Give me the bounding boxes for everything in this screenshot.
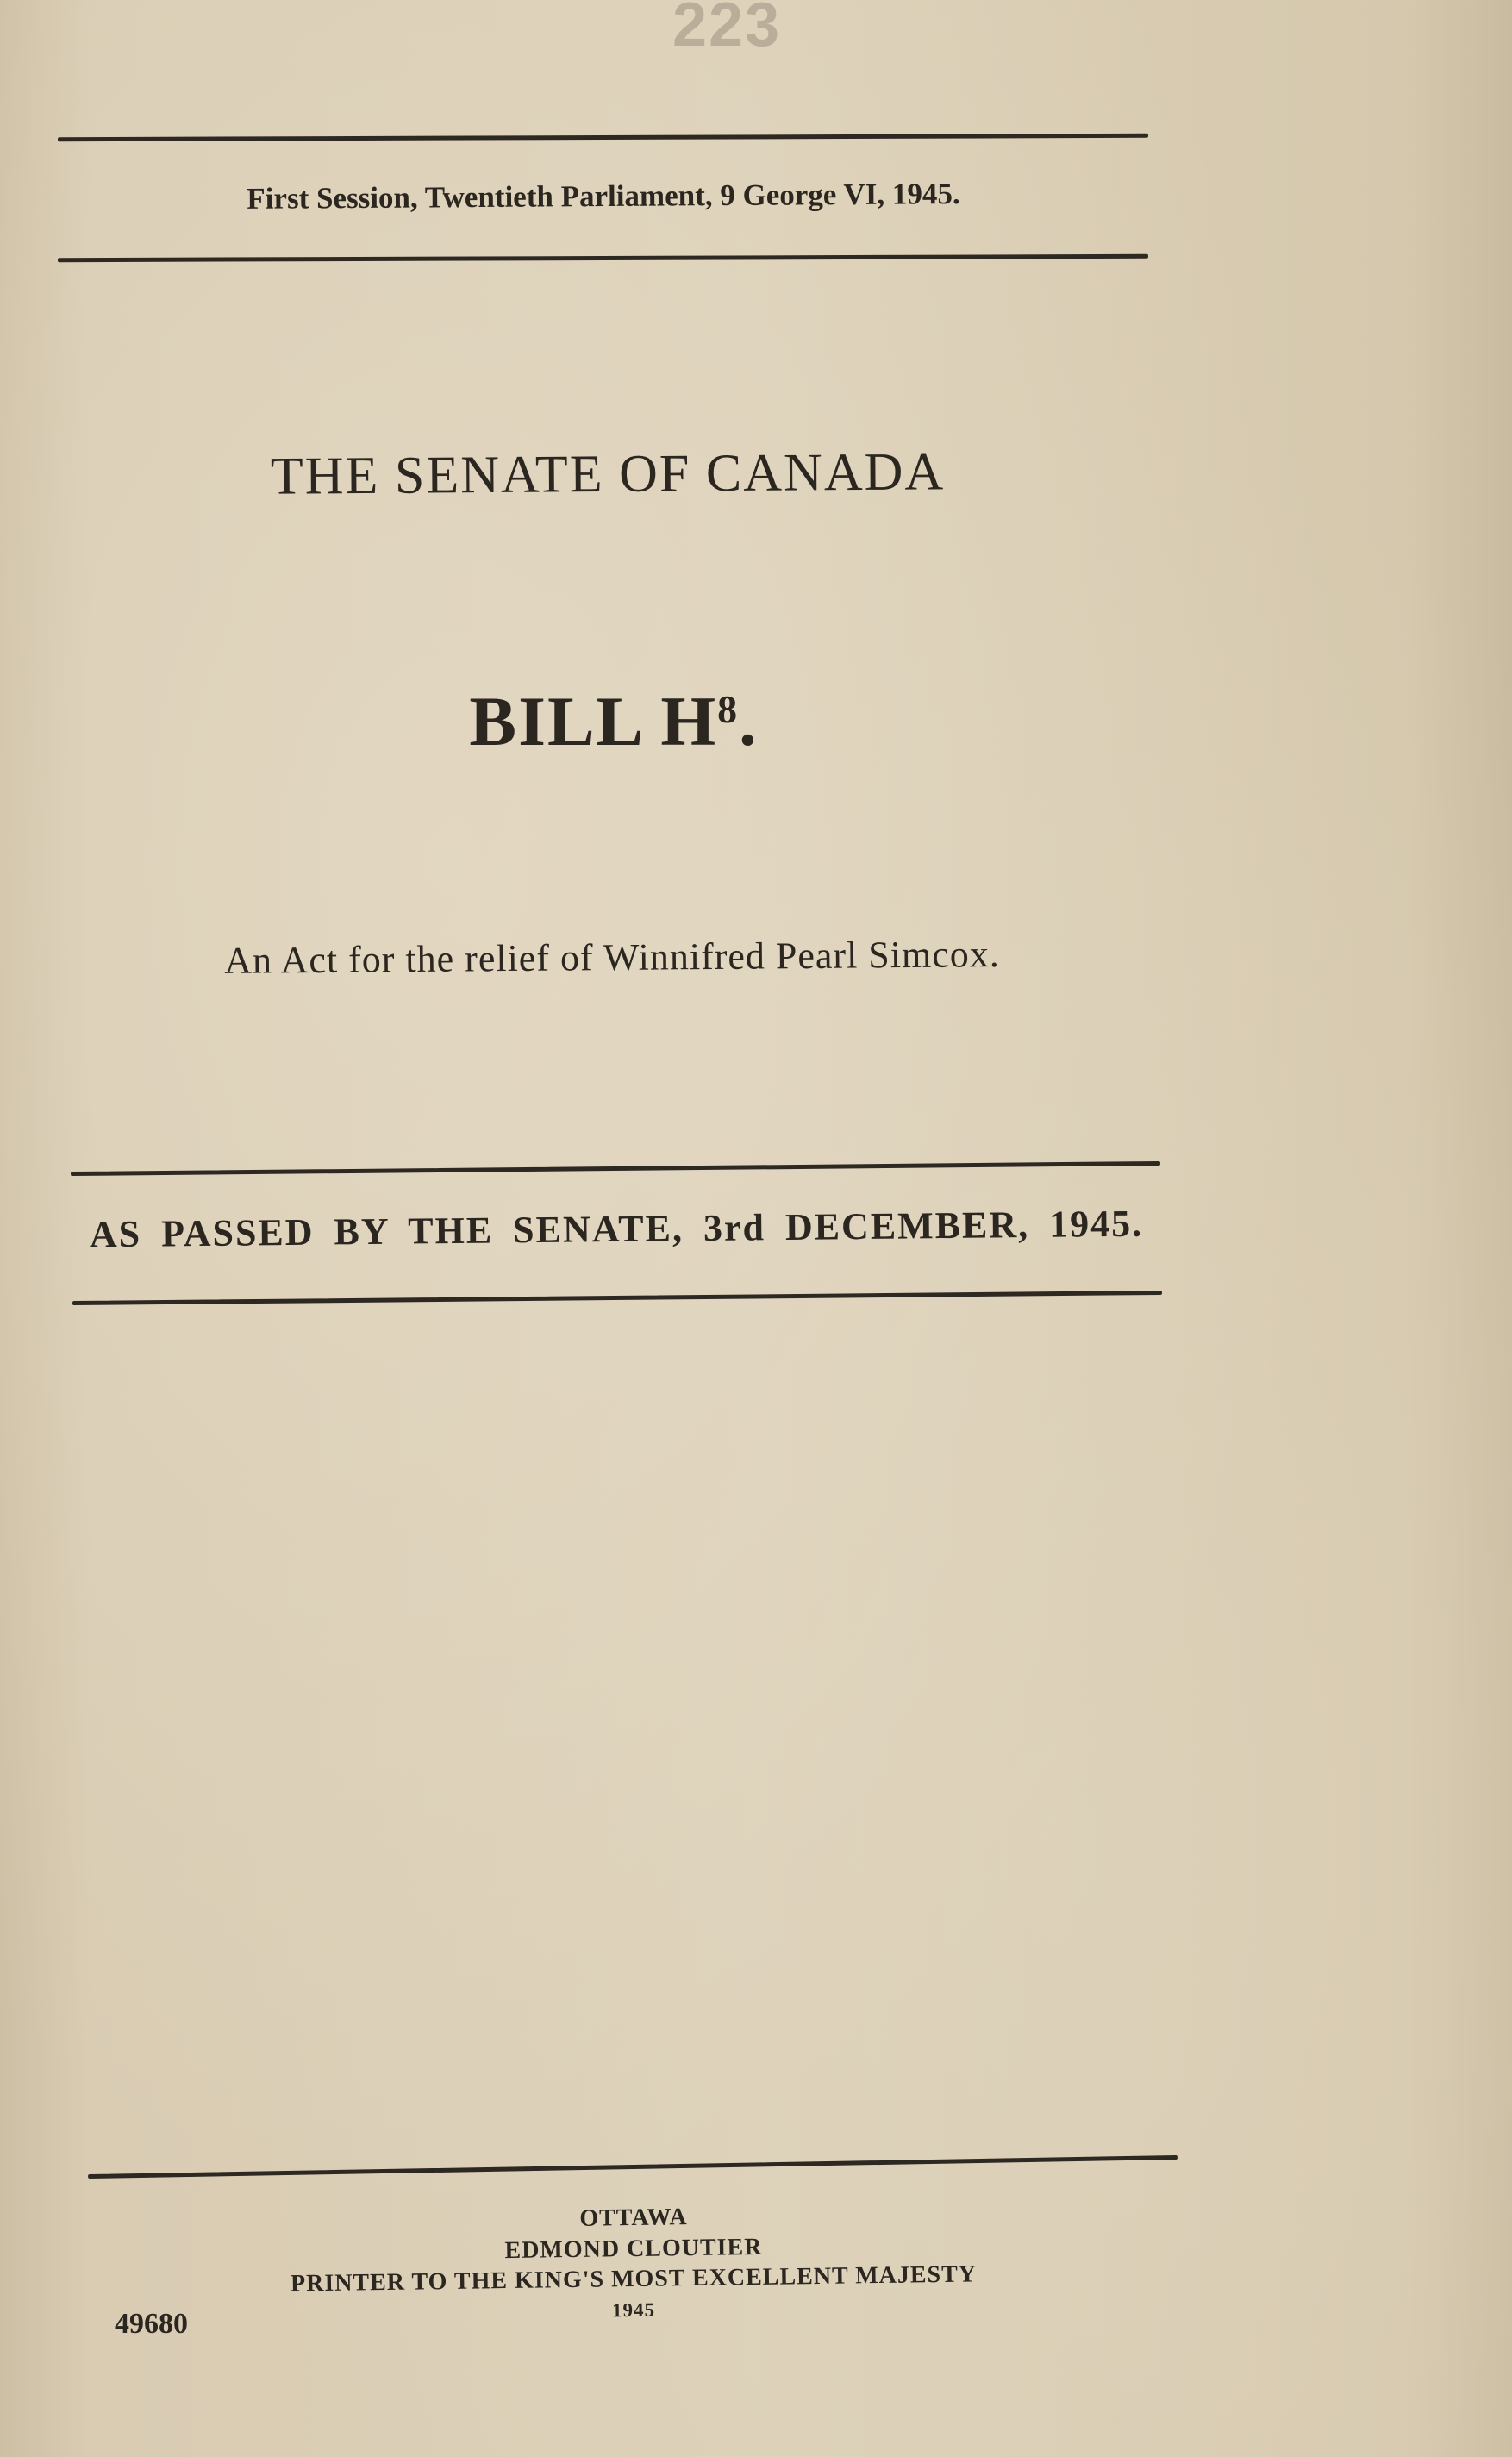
act-title: An Act for the relief of Winnifred Pearl Simcox.	[224, 933, 1000, 982]
stamped-page-number: 223	[672, 0, 782, 59]
top-rule-1	[58, 134, 1148, 141]
house-heading: THE SENATE OF CANADA	[270, 442, 946, 506]
bill-label: BILL H	[469, 682, 718, 760]
passed-rule-top	[71, 1161, 1160, 1176]
passed-line: AS PASSED BY THE SENATE, 3rd DECEMBER, 1945.	[89, 1202, 1144, 1256]
print-code: 49680	[115, 2308, 188, 2340]
top-rule-2	[58, 254, 1148, 262]
imprint-printer-title: PRINTER TO THE KING'S MOST EXCELLENT MAJESTY	[290, 2260, 978, 2298]
passed-rule-bottom	[72, 1291, 1162, 1305]
bill-superscript: 8	[717, 687, 740, 731]
imprint-city: OTTAWA	[579, 2204, 688, 2232]
imprint-rule	[88, 2155, 1178, 2179]
bill-number	[0, 681, 1228, 762]
session-line: First Session, Twentieth Parliament, 9 George VI, 1945.	[247, 177, 960, 216]
bill-suffix: .	[739, 682, 759, 760]
imprint-printer: EDMOND CLOUTIER	[504, 2233, 763, 2265]
imprint-year: 1945	[611, 2298, 656, 2322]
